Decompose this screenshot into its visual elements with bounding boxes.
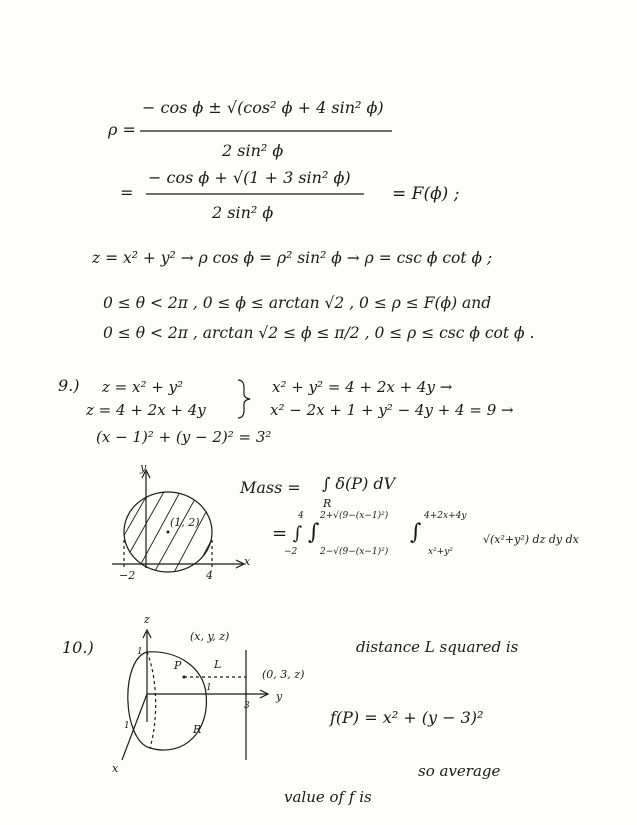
equals-sign-2: = xyxy=(120,183,134,202)
p10-R: R xyxy=(193,723,202,736)
integrand: √(x²+y²) dz dy dx xyxy=(483,533,579,546)
inner-upper-limit: 4+2x+4y xyxy=(424,511,467,521)
middle-integral-sign: ∫ xyxy=(308,520,320,545)
system-eq-1: z = x² + y² xyxy=(102,378,184,396)
f-of-P: f(P) = x² + (y − 3)² xyxy=(330,708,484,727)
p10-three: 3 xyxy=(244,701,250,711)
bounds-line-1: 0 ≤ θ < 2π , 0 ≤ ϕ ≤ arctan √2 , 0 ≤ ρ ≤ F(ϕ) and xyxy=(103,294,492,312)
bounds-line-2: 0 ≤ θ < 2π , arctan √2 ≤ ϕ ≤ π/2 , 0 ≤ ρ ≤ csc ϕ cot ϕ . xyxy=(103,324,535,342)
cone-line: z = x² + y² → ρ cos ϕ = ρ² sin² ϕ → ρ = csc ϕ cot ϕ ; xyxy=(92,249,493,267)
inner-lower-limit: x²+y² xyxy=(428,547,453,557)
p9-axis-x-label: x xyxy=(244,555,251,568)
circle-equation: (x − 1)² + (y − 2)² = 3² xyxy=(96,428,272,446)
p10-axis-z: z xyxy=(144,613,150,626)
p10-point-xyz: (x, y, z) xyxy=(190,630,230,643)
fraction2-numerator: − cos ϕ + √(1 + 3 sin² ϕ) xyxy=(148,168,351,187)
inner-integral-sign: ∫ xyxy=(410,520,422,545)
derived-eq-2: x² − 2x + 1 + y² − 4y + 4 = 9 → xyxy=(270,401,514,419)
mass-label: Mass = xyxy=(240,478,301,497)
p9-hatching xyxy=(110,490,225,580)
p10-one-z: 1 xyxy=(137,647,143,657)
outer-integral: = ∫ xyxy=(272,523,303,544)
rho-label: ρ = xyxy=(108,120,136,139)
p10-point-03z: (0, 3, z) xyxy=(262,668,305,681)
middle-upper-limit: 2+√(9−(x−1)²) xyxy=(320,511,389,521)
system-brace xyxy=(238,380,250,418)
fraction1-denominator: 2 sin² ϕ xyxy=(222,141,284,160)
outer-lower-limit: −2 xyxy=(284,547,298,557)
system-eq-2: z = 4 + 2x + 4y xyxy=(86,401,206,419)
p9-center-label: (1, 2) xyxy=(170,516,200,529)
mass-integral: ∫ δ(P) dV xyxy=(322,474,396,493)
p10-axis-y: y xyxy=(276,690,283,703)
fraction2-denominator: 2 sin² ϕ xyxy=(212,203,274,222)
p10-one-y: 1 xyxy=(206,683,212,693)
p9-tick-neg2: −2 xyxy=(119,569,136,582)
problem9-number: 9.) xyxy=(58,376,80,395)
p10-axis-x: x xyxy=(112,762,119,775)
p10-P: P xyxy=(174,659,182,672)
middle-lower-limit: 2−√(9−(x−1)²) xyxy=(320,547,389,557)
p10-L: L xyxy=(214,658,222,671)
so-average: so average xyxy=(418,762,501,780)
p9-axis-y-label: y xyxy=(140,461,147,474)
p10-hemisphere-inner xyxy=(147,652,156,748)
distance-text: distance L squared is xyxy=(356,638,519,656)
p9-center-dot xyxy=(167,531,170,534)
mass-region: R xyxy=(323,497,332,510)
problem10-number: 10.) xyxy=(62,638,94,657)
p10-x-axis xyxy=(122,694,147,760)
p10-point-P-dot xyxy=(183,676,186,679)
fraction1-numerator: − cos ϕ ± √(cos² ϕ + 4 sin² ϕ) xyxy=(142,98,384,117)
derived-eq-1: x² + y² = 4 + 2x + 4y → xyxy=(272,378,453,396)
p10-hemisphere-outline xyxy=(128,652,207,750)
F-phi: = F(ϕ) ; xyxy=(392,184,460,204)
outer-upper-limit: 4 xyxy=(298,511,304,521)
value-of-f: value of f is xyxy=(284,788,372,806)
p9-tick-4: 4 xyxy=(206,569,213,582)
p10-one-x: 1 xyxy=(124,721,130,731)
